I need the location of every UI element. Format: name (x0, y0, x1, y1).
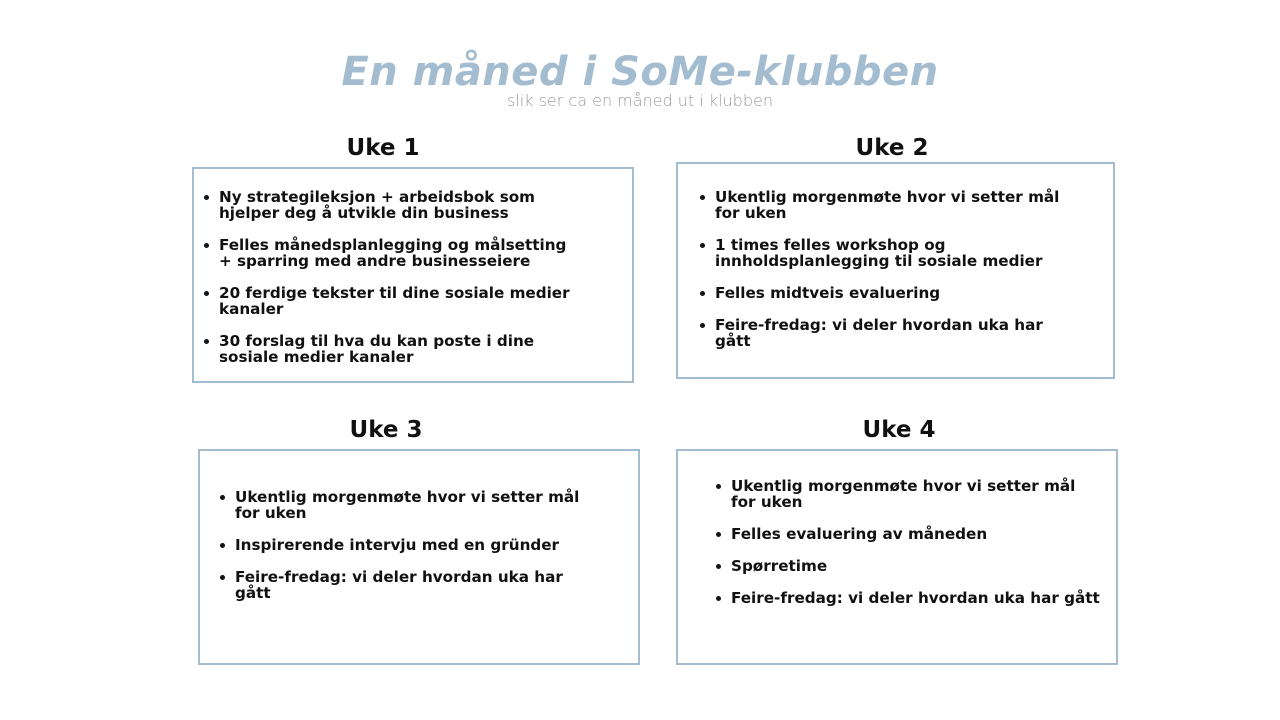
list-item: Felles månedsplanlegging og målsetting + sparring med andre businesseiere (204, 237, 584, 269)
week-3-heading: Uke 3 (349, 417, 423, 443)
list-item: Ukentlig morgenmøte hvor vi setter mål for uken (220, 489, 600, 521)
list-item: Inspirerende intervju med en gründer (220, 537, 600, 553)
week-4-heading: Uke 4 (862, 417, 936, 443)
week-3-box (198, 449, 640, 665)
list-item: Ny strategileksjon + arbeidsbok som hjelper deg å utvikle din business (204, 189, 584, 221)
week-4-list (716, 478, 1101, 622)
list-item: 1 times felles workshop og innholdsplanlegging til sosiale medier (700, 237, 1080, 269)
page-subtitle: slik ser ca en måned ut i klubben (507, 91, 773, 110)
week-2-box (676, 162, 1115, 379)
list-item: Ukentlig morgenmøte hvor vi setter mål for uken (716, 478, 1101, 510)
week-1-heading: Uke 1 (346, 135, 420, 161)
list-item: Ukentlig morgenmøte hvor vi setter mål for uken (700, 189, 1080, 221)
week-1-box (192, 167, 634, 383)
list-item: 20 ferdige tekster til dine sosiale medier kanaler (204, 285, 584, 317)
list-item: Felles midtveis evaluering (700, 285, 1080, 301)
list-item: Feire-fredag: vi deler hvordan uka har gått (220, 569, 600, 601)
list-item: Feire-fredag: vi deler hvordan uka har gått (700, 317, 1080, 349)
list-item: 30 forslag til hva du kan poste i dine sosiale medier kanaler (204, 333, 584, 365)
week-2-heading: Uke 2 (855, 135, 929, 161)
week-1-list (204, 189, 584, 381)
page-title: En måned i SoMe-klubben (341, 49, 939, 95)
week-2-list (700, 189, 1080, 365)
week-4-box (676, 449, 1118, 665)
list-item: Felles evaluering av måneden (716, 526, 1101, 542)
week-3-list (220, 489, 600, 617)
list-item: Feire-fredag: vi deler hvordan uka har gått (716, 590, 1101, 606)
list-item: Spørretime (716, 558, 1101, 574)
